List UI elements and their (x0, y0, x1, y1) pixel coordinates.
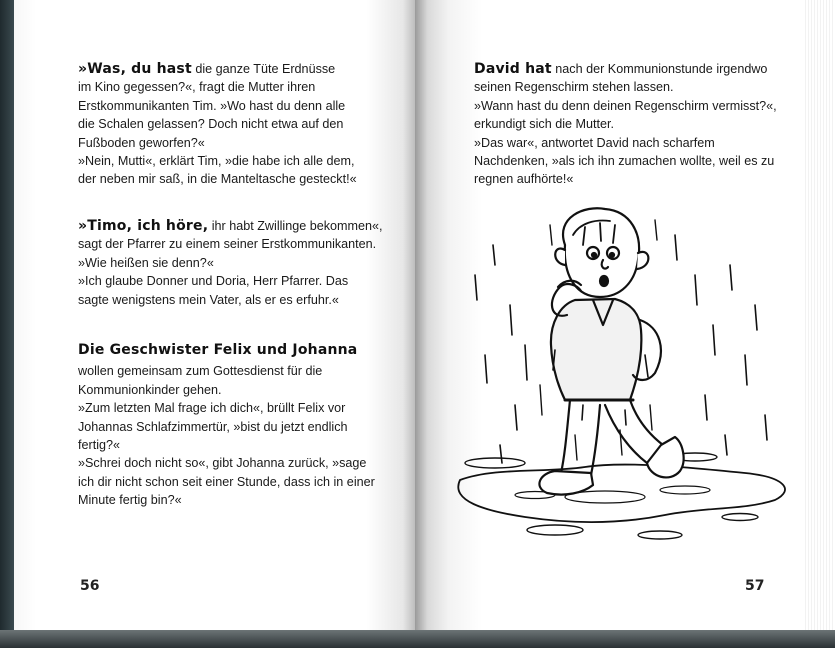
joke-line: die Schalen gelassen? Doch nicht etwa auf den (78, 117, 344, 132)
joke-line: Minute fertig bin?« (78, 493, 182, 508)
joke-line: der neben mir saß, in die Manteltasche gesteckt!« (78, 172, 357, 187)
page-number-left: 56 (80, 578, 100, 594)
joke-paragraph-4 (474, 60, 777, 189)
joke-text: nach der Kommunionstunde irgendwo (551, 62, 768, 76)
joke-line: ich dir nicht schon seit einer Stunde, dass ich in einer (78, 474, 375, 489)
joke-line: »Wann hast du denn deinen Regenschirm vermisst?«, (474, 98, 777, 113)
joke-line: seinen Regenschirm stehen lassen. (474, 80, 674, 95)
joke-line: sagt der Pfarrer zu einem seiner Erstkommunikanten. (78, 237, 377, 252)
joke-line: Erstkommunikanten Tim. »Wo hast du denn alle (78, 98, 346, 113)
joke-line: Nachdenken, »als ich ihn zumachen wollte, weil es zu (474, 154, 775, 169)
page-stack-edge (803, 0, 835, 632)
boy-in-rain-illustration (455, 205, 795, 555)
book-cover-bottom (0, 630, 835, 648)
joke-paragraph-1 (78, 60, 357, 189)
joke-line: erkundigt sich die Mutter. (474, 117, 615, 132)
joke-line: Johannas Schlafzimmertür, »bist du jetzt endlich (78, 419, 348, 434)
joke-line: »Zum letzten Mal frage ich dich«, brüllt Felix vor (78, 401, 346, 416)
joke-line: »Nein, Mutti«, erklärt Tim, »die habe ich alle dem, (78, 154, 355, 169)
joke-line: regnen aufhörte!« (474, 172, 574, 187)
joke-line: fertig?« (78, 438, 121, 453)
joke-line: Fußboden geworfen?« (78, 135, 205, 150)
joke-text: ihr habt Zwillinge bekommen«, (208, 219, 383, 233)
joke-paragraph-3 (78, 341, 375, 510)
joke-line: im Kino gegessen?«, fragt die Mutter ihren (78, 80, 316, 95)
book-cover-edge (0, 0, 14, 648)
joke-line: »Wie heißen sie denn?« (78, 255, 214, 270)
joke-line: sagte wenigstens mein Vater, als er es erfuhr.« (78, 292, 339, 307)
joke-paragraph-2 (78, 217, 383, 309)
joke-lead: »Was, du hast (78, 61, 192, 77)
joke-lead: »Timo, ich höre, (78, 218, 209, 234)
joke-line: »Das war«, antwortet David nach scharfem (474, 135, 715, 150)
page-number-right: 57 (745, 578, 765, 594)
joke-text: die ganze Tüte Erdnüsse (191, 62, 336, 76)
joke-line: wollen gemeinsam zum Gottesdienst für die (78, 364, 323, 379)
joke-heading: Die Geschwister Felix und Johanna (78, 342, 358, 358)
joke-line: »Ich glaube Donner und Doria, Herr Pfarrer. Das (78, 274, 349, 289)
joke-lead: David hat (474, 61, 552, 77)
joke-line: Kommunionkinder gehen. (78, 382, 222, 397)
joke-line: »Schrei doch nicht so«, gibt Johanna zurück, »sage (78, 456, 367, 471)
